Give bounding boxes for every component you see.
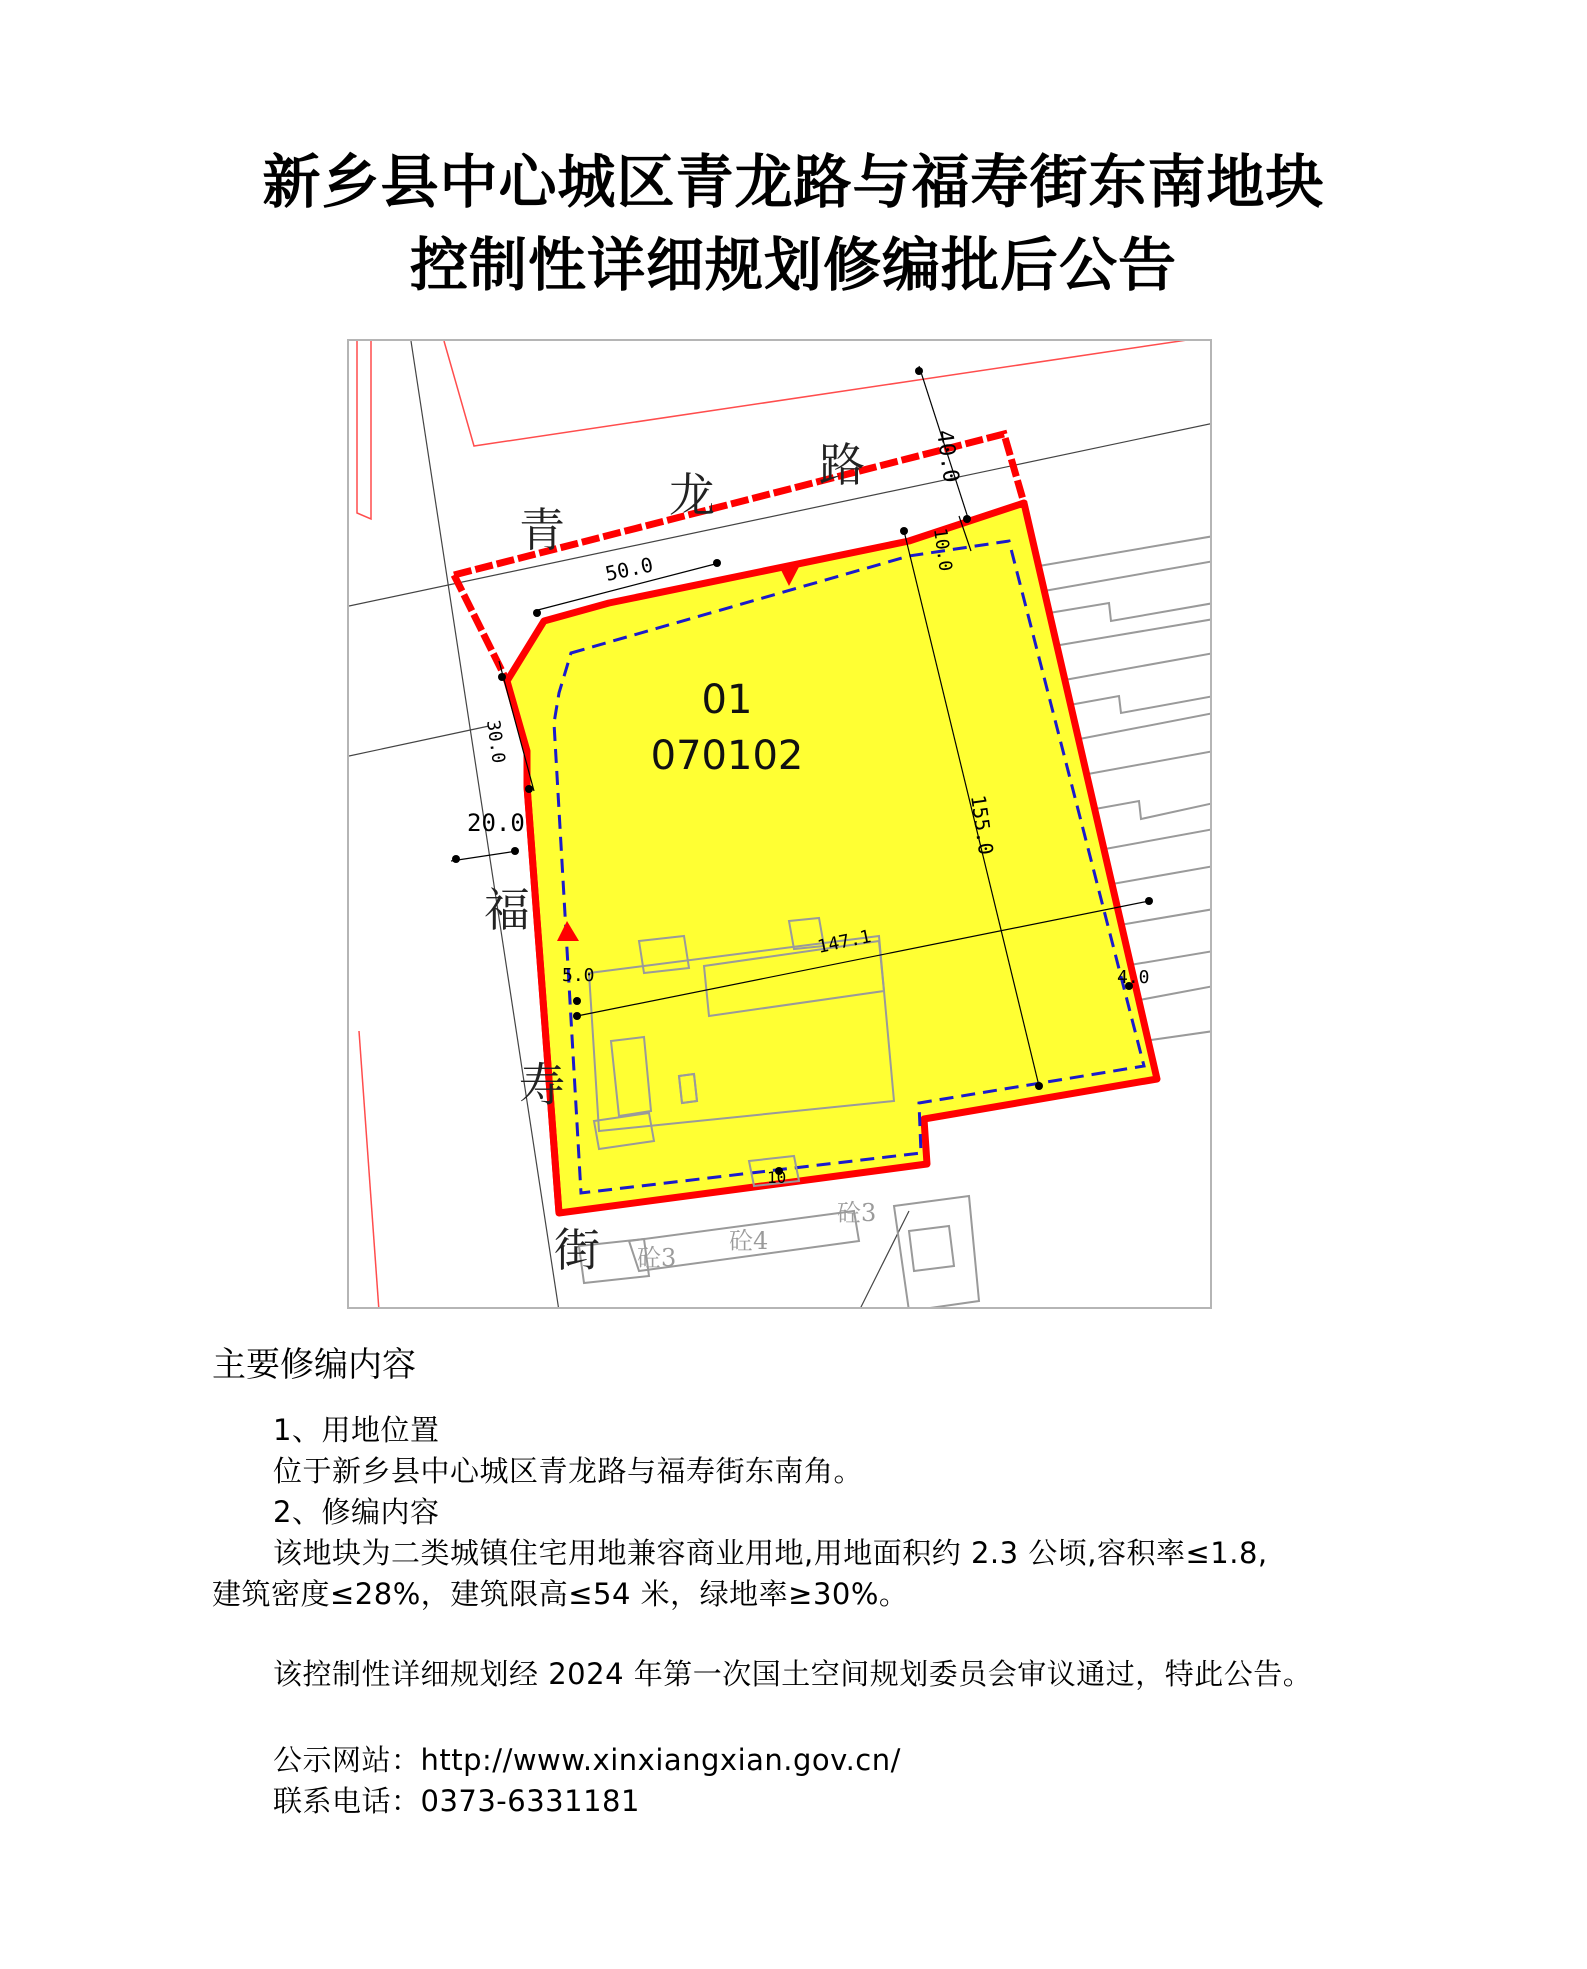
- label-tong3-left: 砼3: [637, 1244, 677, 1272]
- dim-10: 10.0: [929, 526, 956, 573]
- road-name-lu: 路: [819, 438, 865, 492]
- road-name-shou: 寿: [519, 1058, 565, 1112]
- road-name-fu: 福: [484, 883, 530, 937]
- dim-4: 4.0: [1117, 967, 1150, 988]
- item2-title: 2、修编内容: [273, 1495, 440, 1529]
- dim-147: 147.1: [815, 926, 874, 958]
- website-line: 公示网站：http://www.xinxiangxian.gov.cn/: [273, 1743, 901, 1777]
- item2-text-line1: 该地块为二类城镇住宅用地兼容商业用地,用地面积约 2.3 公顷,容积率≤1.8,: [273, 1536, 1268, 1570]
- dim-155: 155.0: [966, 793, 999, 857]
- road-name-qing: 青: [519, 503, 565, 557]
- planning-map-drawing: [349, 341, 1212, 1309]
- dim-5: 5.0: [562, 965, 595, 986]
- dim-10b: 10: [767, 1168, 787, 1187]
- parcel-id: 01: [701, 677, 753, 723]
- west-red-boundary: [454, 575, 507, 681]
- dim-30: 30.0: [482, 718, 509, 765]
- document-title-line1: 新乡县中心城区青龙路与福寿街东南地块: [262, 148, 1325, 216]
- item1-text: 位于新乡县中心城区青龙路与福寿街东南角。: [273, 1454, 864, 1488]
- dim-40: 40.0: [931, 428, 964, 485]
- label-tong3-right: 砼3: [837, 1199, 877, 1227]
- item1-title: 1、用地位置: [273, 1413, 440, 1447]
- road-name-long: 龙: [669, 468, 715, 522]
- approval-statement: 该控制性详细规划经 2024 年第一次国土空间规划委员会审议通过，特此公告。: [273, 1657, 1313, 1691]
- section-heading: 主要修编内容: [212, 1345, 416, 1385]
- dim-20: 20.0: [467, 809, 525, 837]
- item2-text-line2: 建筑密度≤28%，建筑限高≤54 米，绿地率≥30%。: [212, 1577, 909, 1611]
- document-title-line2: 控制性详细规划修编批后公告: [409, 231, 1177, 299]
- phone-line: 联系电话：0373-6331181: [273, 1784, 640, 1818]
- parcel-code: 070102: [650, 733, 804, 779]
- dim-50: 50.0: [603, 552, 656, 586]
- road-name-jie: 街: [554, 1223, 600, 1277]
- planning-map: [347, 339, 1212, 1309]
- label-tong4: 砼4: [729, 1227, 769, 1255]
